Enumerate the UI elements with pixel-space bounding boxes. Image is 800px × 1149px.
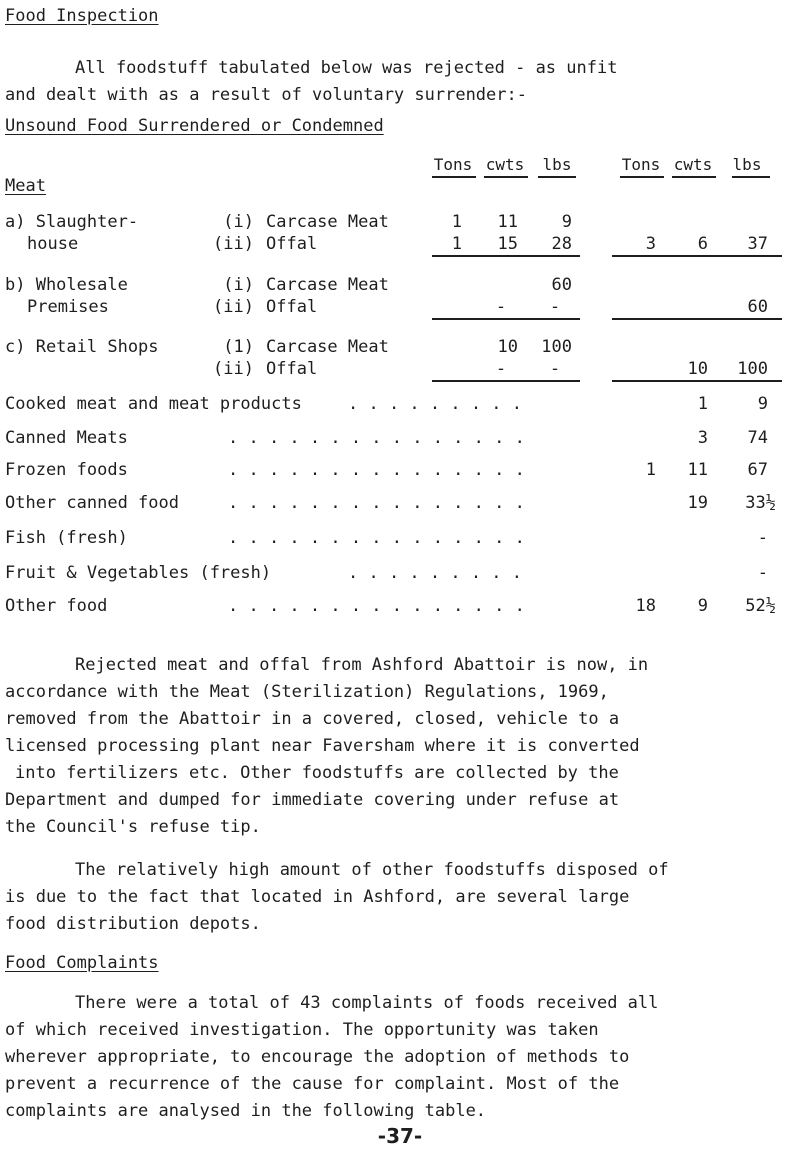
group-b-label-2: Premises <box>27 297 109 317</box>
subtotal-rule <box>432 380 580 382</box>
total-rule <box>612 318 782 320</box>
cell-lbs: - <box>549 359 561 379</box>
cell-cwts: - <box>495 297 507 317</box>
total-tons: 3 <box>645 234 656 254</box>
total-lbs: 52½ <box>745 596 776 616</box>
header-rule <box>484 176 528 178</box>
paragraph-line: complaints are analysed in the following table. <box>5 1101 487 1121</box>
leader-dots: . . . . . . . . . . . . . . . <box>228 596 525 616</box>
other-row-label: Cooked meat and meat products <box>5 394 302 414</box>
complaints-title: Food Complaints <box>5 953 159 973</box>
col-header-cwts: cwts <box>485 155 525 174</box>
other-row-label: Other canned food <box>5 493 179 513</box>
col-header-cwts-total: cwts <box>673 155 713 174</box>
leader-dots: . . . . . . . . . <box>348 394 522 414</box>
row-item: Carcase Meat <box>266 212 389 232</box>
leader-dots: . . . . . . . . . . . . . . . <box>228 528 525 548</box>
paragraph-line: The relatively high amount of other foodstuffs disposed of <box>75 860 669 880</box>
leader-dots: . . . . . . . . . . . . . . . <box>228 460 525 480</box>
total-cwts: 11 <box>687 460 708 480</box>
page-number: -37- <box>377 1124 423 1148</box>
paragraph-line: removed from the Abattoir in a covered, closed, vehicle to a <box>5 709 620 729</box>
col-header-lbs-total: lbs <box>732 155 762 174</box>
subtotal-rule <box>432 255 580 257</box>
total-tons: 18 <box>635 596 656 616</box>
group-a-label-2: house <box>27 234 79 254</box>
paragraph-line: accordance with the Meat (Sterilization) Regulations, 1969, <box>5 682 609 702</box>
col-header-tons: Tons <box>433 155 473 174</box>
group-a-label: a) Slaughter- <box>5 212 139 232</box>
table-title: Unsound Food Surrendered or Condemned <box>5 116 384 136</box>
cell-lbs: - <box>549 297 561 317</box>
cell-cwts: 15 <box>497 234 518 254</box>
leader-dots: . . . . . . . . . . . . . . . <box>228 493 525 513</box>
group-b-label: b) Wholesale <box>5 275 128 295</box>
subtotal-rule <box>432 318 580 320</box>
row-num: (i) <box>223 275 254 295</box>
row-num: (i) <box>223 212 254 232</box>
paragraph-line: the Council's refuse tip. <box>5 817 261 837</box>
header-rule <box>620 176 664 178</box>
group-c-label: c) Retail Shops <box>5 337 159 357</box>
total-lbs: 74 <box>747 428 768 448</box>
intro-line-1: All foodstuff tabulated below was rejected - as unfit <box>75 58 618 78</box>
other-row-label: Fish (fresh) <box>5 528 128 548</box>
other-row-label: Frozen foods <box>5 460 128 480</box>
cell-tons: 1 <box>451 234 462 254</box>
row-item: Offal <box>266 234 318 254</box>
row-item: Offal <box>266 297 318 317</box>
total-lbs: 100 <box>737 359 768 379</box>
intro-line-2: and dealt with as a result of voluntary surrender:- <box>5 85 527 105</box>
col-header-tons-total: Tons <box>621 155 661 174</box>
total-lbs: - <box>757 528 768 548</box>
other-row-label: Other food <box>5 596 108 616</box>
cell-cwts: - <box>495 359 507 379</box>
row-item: Offal <box>266 359 318 379</box>
cell-cwts: 10 <box>497 337 518 357</box>
cell-lbs: 9 <box>561 212 572 232</box>
other-row-label: Fruit & Vegetables (fresh) <box>5 563 272 583</box>
header-rule <box>432 176 476 178</box>
section-title: Food Inspection <box>5 6 159 26</box>
total-rule <box>612 380 782 382</box>
row-item: Carcase Meat <box>266 275 389 295</box>
total-lbs: - <box>757 563 768 583</box>
row-item: Carcase Meat <box>266 337 389 357</box>
paragraph-line: wherever appropriate, to encourage the adoption of methods to <box>5 1047 630 1067</box>
cell-lbs: 60 <box>551 275 572 295</box>
paragraph-line: There were a total of 43 complaints of foods received all <box>75 993 659 1013</box>
cell-lbs: 28 <box>551 234 572 254</box>
other-row-label: Canned Meats <box>5 428 128 448</box>
paragraph-line: licensed processing plant near Faversham where it is converted <box>5 736 640 756</box>
meat-heading: Meat <box>5 176 46 196</box>
leader-dots: . . . . . . . . . . . . . . . <box>228 428 525 448</box>
total-cwts: 9 <box>697 596 708 616</box>
cell-lbs: 100 <box>541 337 572 357</box>
paragraph-line: Department and dumped for immediate covering under refuse at <box>5 790 620 810</box>
paragraph-line: is due to the fact that located in Ashford, are several large <box>5 887 630 907</box>
total-lbs: 33½ <box>745 493 776 513</box>
total-cwts: 1 <box>697 394 708 414</box>
total-lbs: 9 <box>757 394 768 414</box>
total-cwts: 6 <box>697 234 708 254</box>
paragraph-line: Rejected meat and offal from Ashford Abattoir is now, in <box>75 655 649 675</box>
total-lbs: 67 <box>747 460 768 480</box>
header-rule <box>672 176 716 178</box>
row-num: (ii) <box>213 234 254 254</box>
header-rule <box>538 176 576 178</box>
paragraph-line: prevent a recurrence of the cause for complaint. Most of the <box>5 1074 620 1094</box>
row-num: (1) <box>223 337 254 357</box>
paragraph-line: of which received investigation. The opportunity was taken <box>5 1020 599 1040</box>
cell-tons: 1 <box>451 212 462 232</box>
row-num: (ii) <box>213 297 254 317</box>
total-lbs: 37 <box>747 234 768 254</box>
paragraph-line: food distribution depots. <box>5 914 261 934</box>
row-num: (ii) <box>213 359 254 379</box>
cell-cwts: 11 <box>497 212 518 232</box>
total-cwts: 3 <box>697 428 708 448</box>
total-cwts: 19 <box>687 493 708 513</box>
header-rule <box>732 176 770 178</box>
paragraph-line: into fertilizers etc. Other foodstuffs are collected by the <box>15 763 619 783</box>
total-cwts: 10 <box>687 359 708 379</box>
col-header-lbs: lbs <box>542 155 572 174</box>
total-rule <box>612 255 782 257</box>
total-lbs: 60 <box>747 297 768 317</box>
total-tons: 1 <box>645 460 656 480</box>
leader-dots: . . . . . . . . . <box>348 563 522 583</box>
